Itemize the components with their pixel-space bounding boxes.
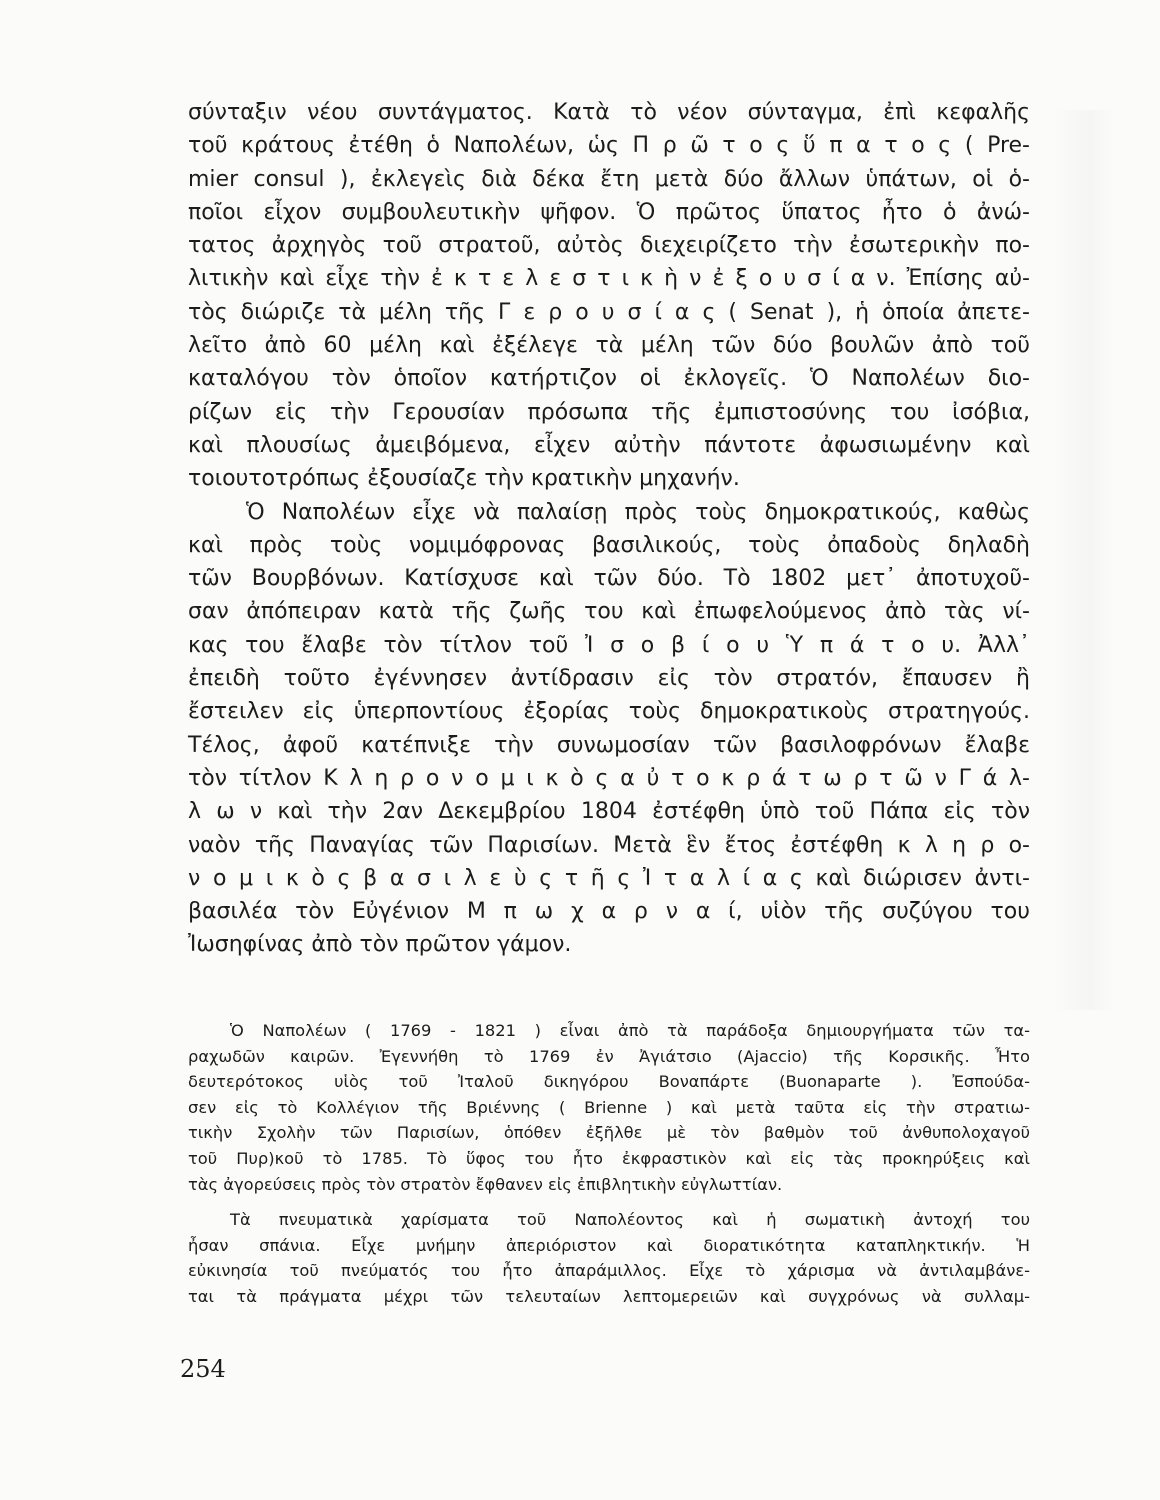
- footnote-text: [188, 1018, 1030, 1310]
- text-line: ἐπειδὴ τοῦτο ἐγέννησεν ἀντίδρασιν εἰς τὸν στρατόν, ἔπαυσεν ἢ: [188, 666, 1030, 692]
- footnote-line: ἦσαν σπάνια. Εἶχε μνήμην ἀπεριόριστον καὶ διορατικότητα καταπληκτικήν. Ἡ: [188, 1235, 1030, 1255]
- text-line: κας του ἔλαβε τὸν τίτλον τοῦ Ἰ σ ο β ί ο υ Ὑ π ά τ ο υ. Ἀλλ᾽: [188, 632, 1030, 658]
- text-line: καὶ πλουσίως ἀμειβόμενα, εἶχεν αὐτὴν πάντοτε ἀφωσιωμένην καὶ: [188, 432, 1030, 458]
- text-line: τῶν Βουρβόνων. Κατίσχυσε καὶ τῶν δύο. Τὸ 1802 μετ᾽ ἀποτυχοῦ-: [188, 566, 1030, 592]
- text-line: Ὁ Ναπολέων εἶχε νὰ παλαίσῃ πρὸς τοὺς δημοκρατικούς, καθὼς: [246, 499, 1030, 525]
- footnote-line: Τὰ πνευματικὰ χαρίσματα τοῦ Ναπολέοντος καὶ ἡ σωματικὴ ἀντοχή του: [230, 1210, 1030, 1230]
- text-line: λ ω ν καὶ τὴν 2αν Δεκεμβρίου 1804 ἐστέφθη ὑπὸ τοῦ Πάπα εἰς τὸν: [188, 799, 1030, 825]
- text-line: mier consul ), ἐκλεγεὶς διὰ δέκα ἔτη μετὰ δύο ἄλλων ὑπάτων, οἱ ὁ-: [188, 166, 1030, 192]
- text-line: ἔστειλεν εἰς ὑπερποντίους ἐξορίας τοὺς δημοκρατικοὺς στρατηγούς.: [188, 699, 1030, 725]
- text-line: τοιουτοτρόπως ἐξουσίαζε τὴν κρατικὴν μηχανήν.: [188, 466, 740, 492]
- footnote-line: τικὴν Σχολὴν τῶν Παρισίων, ὁπόθεν ἐξῆλθε μὲ τὸν βαθμὸν τοῦ ἀνθυπολοχαγοῦ: [188, 1123, 1030, 1143]
- text-line: Τέλος, ἀφοῦ κατέπνιξε τὴν συνωμοσίαν τῶν βασιλοφρόνων ἔλαβε: [188, 732, 1030, 758]
- text-line: ρίζων εἰς τὴν Γερουσίαν πρόσωπα τῆς ἐμπιστοσύνης του ἰσόβια,: [188, 399, 1030, 425]
- bleed-through-shadow: [1055, 110, 1115, 1010]
- text-line: λιτικὴν καὶ εἶχε τὴν ἐ κ τ ε λ ε σ τ ι κ ὴ ν ἐ ξ ο υ σ ί α ν. Ἐπίσης αὐ-: [188, 266, 1030, 292]
- paragraph-gap: [188, 1197, 1030, 1207]
- text-line: τοῦ κράτους ἐτέθη ὁ Ναπολέων, ὡς Π ρ ῶ τ ο ς ὕ π α τ ο ς ( Pre-: [188, 133, 1030, 159]
- text-line: ναὸν τῆς Παναγίας τῶν Παρισίων. Μετὰ ἓν ἔτος ἐστέφθη κ λ η ρ ο-: [188, 832, 1030, 858]
- text-line: λεῖτο ἀπὸ 60 μέλη καὶ ἐξέλεγε τὰ μέλη τῶν δύο βουλῶν ἀπὸ τοῦ: [188, 333, 1030, 359]
- text-line: σύνταξιν νέου συντάγματος. Κατὰ τὸ νέον σύνταγμα, ἐπὶ κεφαλῆς: [188, 100, 1030, 125]
- text-line: καὶ πρὸς τοὺς νομιμόφρονας βασιλικούς, τοὺς ὀπαδοὺς δηλαδὴ: [188, 532, 1030, 558]
- text-line: ποῖοι εἶχον συμβουλευτικὴν ψῆφον. Ὁ πρῶτος ὕπατος ἦτο ὁ ἀνώ-: [188, 199, 1030, 225]
- text-line: βασιλέα τὸν Εὐγένιον Μ π ω χ α ρ ν α ί, υἱὸν τῆς συζύγου του: [188, 899, 1030, 925]
- text-line: καταλόγου τὸν ὁποῖον κατήρτιζον οἱ ἐκλογεῖς. Ὁ Ναπολέων διο-: [188, 366, 1030, 392]
- main-body-text: [188, 96, 1030, 962]
- text-line: τὸν τίτλον Κ λ η ρ ο ν ο μ ι κ ὸ ς α ὐ τ ο κ ρ ά τ ω ρ τ ῶ ν Γ ά λ-: [188, 765, 1030, 791]
- footnote-line: δευτερότοκος υἱὸς τοῦ Ἰταλοῦ δικηγόρου Βοναπάρτε (Buonaparte ). Ἐσπούδα-: [188, 1072, 1030, 1092]
- page-number: 254: [180, 1355, 226, 1383]
- text-line: τὸς διώριζε τὰ μέλη τῆς Γ ε ρ ο υ σ ί α ς ( Senat ), ἡ ὁποία ἀπετε-: [188, 299, 1030, 325]
- text-line: τατος ἀρχηγὸς τοῦ στρατοῦ, αὐτὸς διεχειρίζετο τὴν ἐσωτερικὴν πο-: [188, 233, 1030, 259]
- footnote-line: ται τὰ πράγματα μέχρι τῶν τελευταίων λεπτομερειῶν καὶ συγχρόνως νὰ συλλαμ-: [188, 1286, 1030, 1306]
- footnote-line: τὰς ἀγορεύσεις πρὸς τὸν στρατὸν ἔφθανεν εἰς ἐπιβλητικὴν εὐγλωττίαν.: [188, 1174, 783, 1194]
- text-line: σαν ἀπόπειραν κατὰ τῆς ζωῆς του καὶ ἐπωφελούμενος ἀπὸ τὰς νί-: [188, 599, 1030, 625]
- text-line: ν ο μ ι κ ὸ ς β α σ ι λ ε ὺ ς τ ῆ ς Ἰ τ α λ ί α ς καὶ διώρισεν ἀντι-: [188, 865, 1030, 891]
- footnote-line: ραχωδῶν καιρῶν. Ἐγεννήθη τὸ 1769 ἐν Ἀγιάτσιο (Ajaccio) τῆς Κορσικῆς. Ἦτο: [188, 1046, 1030, 1066]
- text-line: Ἰωσηφίνας ἀπὸ τὸν πρῶτον γάμον.: [188, 932, 572, 958]
- footnote-line: τοῦ Πυρ)κοῦ τὸ 1785. Τὸ ὕφος του ἦτο ἐκφραστικὸν καὶ εἰς τὰς προκηρύξεις καὶ: [188, 1148, 1030, 1168]
- footnote-line: εὐκινησία τοῦ πνεύματός του ἦτο ἀπαράμιλλος. Εἶχε τὸ χάρισμα νὰ ἀντιλαμβάνε-: [188, 1261, 1030, 1281]
- footnote-line: Ὁ Ναπολέων ( 1769 - 1821 ) εἶναι ἀπὸ τὰ παράδοξα δημιουργήματα τῶν τα-: [230, 1021, 1030, 1040]
- footnote-line: σεν εἰς τὸ Κολλέγιον τῆς Βριέννης ( Brienne ) καὶ μετὰ ταῦτα εἰς τὴν στρατιω-: [188, 1097, 1030, 1117]
